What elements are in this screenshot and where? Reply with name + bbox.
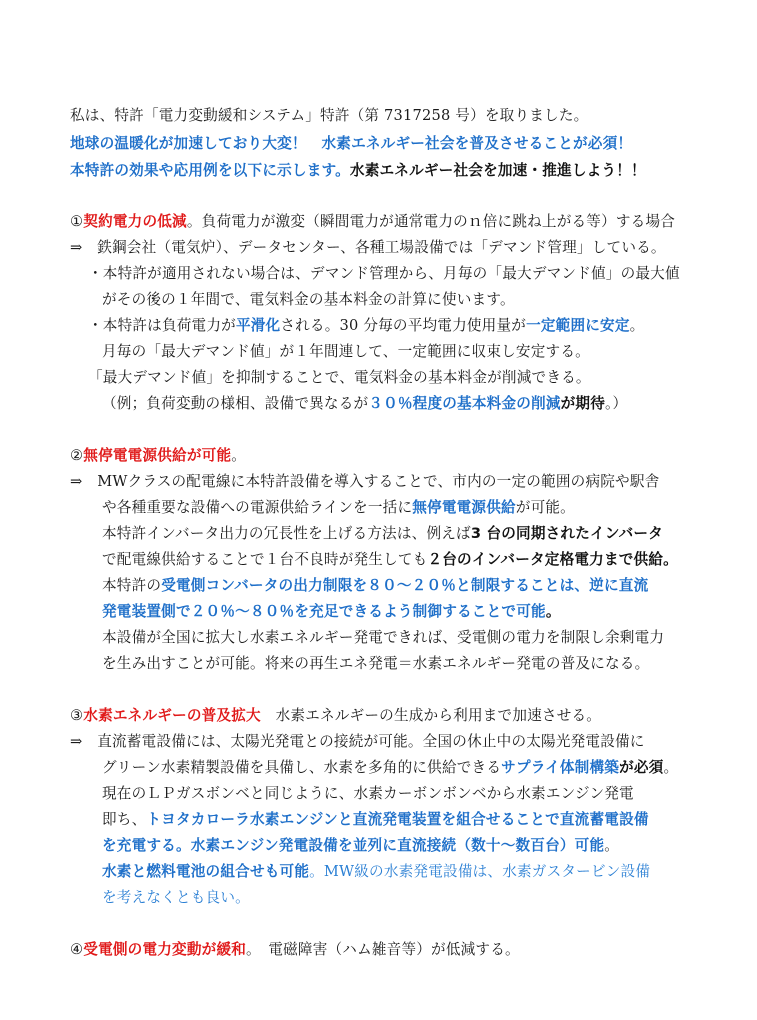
s2-line-1: [70, 472, 659, 492]
s1-line-4: [88, 316, 644, 336]
intro-line-1: [70, 106, 588, 126]
intro-line-2: [70, 134, 632, 154]
s1-text-7b: ３０％程度の基本料金の削減: [368, 395, 561, 412]
s2-text-6a: 発電装置側で２０％～８０％を充足できるよう制御することで可能: [102, 603, 546, 620]
s3-text-6b: 。MW級の水素発電設備は、水素ガスタービン設備: [309, 863, 651, 880]
s2-line-5: [102, 576, 648, 596]
s2-text-2b: 無停電電源供給: [412, 499, 516, 516]
s3-line-6: [102, 862, 650, 882]
s1-text-2: ・本特許が適用されない場合は、デマンド管理から、月毎の「最大デマンド値」の最大値: [88, 265, 680, 282]
s2-text-2c: が可能。: [515, 499, 575, 516]
s1-line-6: [88, 368, 591, 388]
s1-text-5: 月毎の「最大デマンド値」が１年間連して、一定範囲に収束し安定する。: [102, 343, 590, 360]
s1-title-tail: 。負荷電力が激変（瞬間電力が通常電力のｎ倍に跳ね上がる等）する場合: [186, 213, 676, 230]
s1-text-3: がその後の１年間で、電気料金の基本料金の計算に使います。: [102, 291, 515, 308]
s1-text-6: 「最大デマンド値」を抑制することで、電気料金の基本料金が削減できる。: [88, 369, 591, 386]
s1-text-4a: ・本特許は負荷電力が: [88, 317, 236, 334]
intro-text-1: 私は、特許「電力変動緩和システム」特許（第 7317258 号）を取りました。: [70, 107, 589, 124]
s1-line-2: [88, 264, 680, 284]
intro-text-3b: 水素エネルギー社会を加速・推進しよう！！: [349, 162, 646, 179]
s3-text-7: を考えなくとも良い。: [102, 889, 250, 906]
s3-line-1: [70, 732, 645, 752]
s2-text-5b: 受電側コンバータの出力制限を８０～２０％と制限することは、逆に直流: [161, 577, 649, 594]
s1-number: ①: [70, 213, 84, 230]
s2-text-4b: ２台のインバータ定格電力まで供給。: [427, 551, 678, 568]
s1-title: 契約電力の低減: [83, 213, 187, 230]
s2-text-3a: 本特許インバータ出力の冗長性を上げる方法は、例えば: [102, 525, 471, 542]
s3-text-3: 現在のＬＰガスボンベと同じように、水素カーボンボンベから水素エンジン発電: [102, 785, 634, 802]
s4-heading: [70, 940, 520, 960]
s2-title-tail: 。: [231, 447, 247, 464]
s3-line-3: [102, 784, 634, 804]
s2-heading: [70, 446, 246, 466]
s3-text-2d: 。: [663, 759, 679, 776]
s2-text-3b: 3 台の同期されたインバータ: [470, 525, 663, 542]
s2-line-6: [102, 602, 561, 622]
s2-line-4: [102, 550, 678, 570]
intro-text-3a: 本特許の効果や応用例を以下に示します。: [70, 162, 350, 179]
intro-text-2: 地球の温暖化が加速しており大変！ 水素エネルギー社会を普及させることが必須！: [70, 135, 633, 152]
s1-text-1: ⇒ 鉄鋼会社（電気炉）、データセンター、各種工場設備では「デマンド管理」している。: [70, 239, 666, 256]
intro-line-3: [70, 161, 646, 181]
s1-heading: [70, 212, 675, 232]
s1-text-7a: （例；負荷変動の様相、設備で異なるが: [102, 395, 369, 412]
s1-text-7c: が期待: [560, 395, 606, 412]
s1-line-5: [102, 342, 590, 362]
s3-number: ③: [70, 707, 84, 724]
s2-text-1: ⇒ MWクラスの配電線に本特許設備を導入することで、市内の一定の範囲の病院や駅舎: [70, 473, 660, 490]
s1-line-3: [102, 290, 515, 310]
s3-line-7: [102, 888, 250, 908]
s3-text-6a: 水素と燃料電池の組合せも可能: [102, 863, 310, 880]
s3-text-1: ⇒ 直流蓄電設備には、太陽光発電との接続が可能。全国の休止中の太陽光発電設備に: [70, 733, 645, 750]
s3-title-tail: 水素エネルギーの生成から利用まで加速させる。: [260, 707, 602, 724]
s2-line-2: [102, 498, 575, 518]
s3-text-5a: を充電する。水素エンジン発電設備を並列に直流接続（数十～数百台）可能: [102, 837, 605, 854]
s2-title: 無停電電源供給が可能: [83, 447, 232, 464]
s3-line-2: [102, 758, 678, 778]
s3-text-2b: サプライ体制構築: [501, 759, 620, 776]
s4-title-tail: 。 電磁障害（ハム雑音等）が低減する。: [246, 941, 520, 958]
s3-heading: [70, 706, 601, 726]
s3-line-4: [102, 810, 649, 830]
s3-text-4b: トヨタカローラ水素エンジンと直流発電装置を組合せることで直流蓄電設備: [146, 811, 649, 828]
s3-text-2a: グリーン水素精製設備を具備し、水素を多角的に供給できる: [102, 759, 502, 776]
s2-line-3: [102, 524, 663, 544]
s1-text-7d: 。）: [605, 395, 628, 412]
s2-text-5a: 本特許の: [102, 577, 162, 594]
s1-line-1: [70, 238, 666, 258]
s4-number: ④: [70, 941, 84, 958]
s3-line-5: [102, 836, 619, 856]
s3-text-5b: 。: [604, 837, 620, 854]
s2-text-2a: や各種重要な設備への電源供給ラインを一括に: [102, 499, 413, 516]
s2-text-4a: で配電線供給することで１台不良時が発生しても: [102, 551, 428, 568]
s2-text-8: を生み出すことが可能。将来の再生エネ発電＝水素エネルギー発電の普及になる。: [102, 655, 650, 672]
s3-text-4a: 即ち、: [102, 811, 147, 828]
s3-text-2c: が必須: [619, 759, 664, 776]
s4-title: 受電側の電力変動が緩和: [83, 941, 247, 958]
s1-text-4b: 平滑化: [235, 317, 281, 334]
s3-title: 水素エネルギーの普及拡大: [83, 707, 261, 724]
s2-text-6b: 。: [545, 603, 561, 620]
s1-line-7: [102, 394, 627, 414]
s2-line-7: [102, 628, 664, 648]
s2-line-8: [102, 654, 649, 674]
s1-text-4d: 一定範囲に安定: [526, 317, 630, 334]
s1-text-4e: 。: [629, 317, 645, 334]
s1-text-4c: される。30 分毎の平均電力使用量が: [280, 317, 527, 334]
s2-number: ②: [70, 447, 84, 464]
s2-text-7: 本設備が全国に拡大し水素エネルギー発電できれば、受電側の電力を制限し余剰電力: [102, 629, 665, 646]
